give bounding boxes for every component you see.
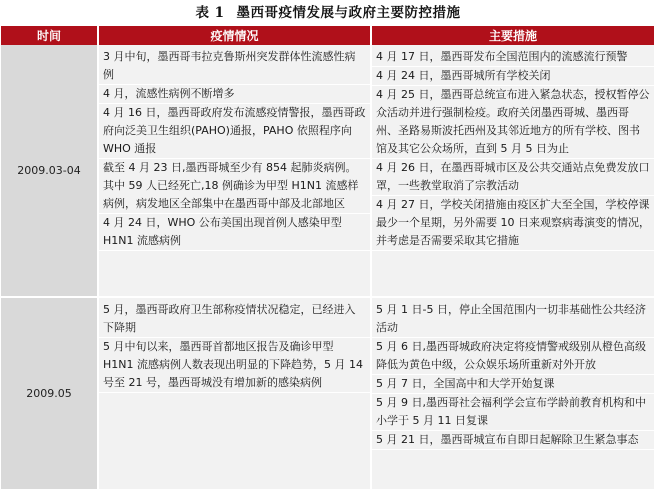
situation-cell [98,297,371,489]
measure-entry: 5 月 21 日，墨西哥城宣布自即日起解除卫生紧急事态 [372,431,654,450]
measure-entry: 4 月 17 日，墨西哥发布全国范围内的流感流行预警 [372,48,654,67]
situation-cell [98,45,371,297]
situation-entry: 4 月 24 日，WHO 公布美国出现首例人感染甲型 H1N1 流感病例 [99,214,370,251]
situation-entry: 4 月 16 日，墨西哥政府发布流感疫情警报，墨西哥政府向泛美卫生组织(PAHO)通报，PAHO 依照程序向 WHO 通报 [99,104,370,159]
measures-cell [371,45,654,297]
situation-entry: 截至 4 月 23 日,墨西哥城至少有 854 起肺炎病例。其中 59 人已经死亡,18 例确诊为甲型 H1N1 流感样病例，病发地区全部集中在墨西哥中部及北部地区 [99,159,370,214]
measure-entry: 4 月 24 日，墨西哥城所有学校关闭 [372,67,654,86]
measure-entry: 4 月 25 日，墨西哥总统宣布进入紧急状态，授权暂停公众活动并进行强制检疫。政府关闭墨西哥城、墨西哥州、圣路易斯波托西州及其邻近地方的所有学校、图书馆及其它公众场所，直到 5 月 5 日为止 [372,86,654,159]
measure-entry: 5 月 7 日，全国高中和大学开始复课 [372,375,654,394]
situation-entry: 4 月，流感性病例不断增多 [99,85,370,104]
measure-entry: 4 月 26 日，在墨西哥城市区及公共交通站点免费发放口罩，一些教堂取消了宗教活动 [372,159,654,196]
epidemic-table [1,26,654,489]
header-time: 时间 [1,26,98,45]
situation-entry: 3 月中旬，墨西哥韦拉克鲁斯州突发群体性流感性病例 [99,48,370,85]
situation-entry: 5 月，墨西哥政府卫生部称疫情状况稳定，已经进入下降期 [99,301,370,338]
header-measures: 主要措施 [371,26,654,45]
row-date: 2009.05 [1,297,98,489]
row-date: 2009.03-04 [1,45,98,297]
table-row [1,297,654,489]
table-number: 表 1 [195,5,225,21]
measure-entry: 4 月 27 日，学校关闭措施由疫区扩大至全国，学校停课最少一个星期，另外需要 10 日来观察病毒演变的情况，并考虑是否需要采取其它措施 [372,196,654,251]
situation-entry: 5 月中旬以来，墨西哥首都地区报告及确诊甲型 H1N1 流感病例人数表现出明显的下降趋势，5 月 14 号至 21 号，墨西哥城没有增加新的感染病例 [99,338,370,393]
measures-cell [371,297,654,489]
table-row [1,45,654,297]
table-caption: 墨西哥疫情发展与政府主要防控措施 [236,5,461,21]
measure-entry: 5 月 1 日-5 日，停止全国范围内一切非基础性公共经济活动 [372,301,654,338]
table-title [0,0,656,26]
measure-entry: 5 月 9 日,墨西哥社会福利学会宣布学龄前教育机构和中小学于 5 月 11 日复课 [372,394,654,431]
header-row [1,26,654,45]
header-situation: 疫情情况 [98,26,371,45]
measure-entry: 5 月 6 日,墨西哥城政府决定将疫情警戒级别从橙色高级降低为黄色中级，公众娱乐场所重新对外开放 [372,338,654,375]
